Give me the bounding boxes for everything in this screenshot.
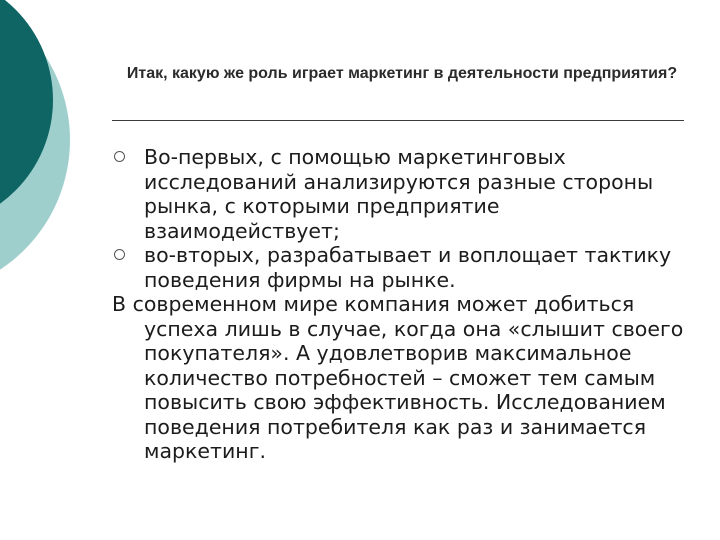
slide-title: Итак, какую же роль играет маркетинг в деятельности предприятия? (126, 65, 678, 82)
body-paragraph: В современном мире компания может добиться успеха лишь в случае, когда она «слышит своего покупателя». А удовлетворив максимальное количество потребностей – сможет тем самым повысить свою эффективность. Исследованием поведения потребителя как раз и занимается маркетинг. (112, 292, 684, 463)
slide-body (112, 145, 692, 464)
decorative-circles (0, 0, 90, 300)
title-divider (112, 120, 684, 121)
hollow-circle-bullet-icon (114, 249, 125, 260)
bullet-item-1 (112, 145, 692, 243)
bullet-item-2 (112, 243, 692, 292)
bullet-text-2: во-вторых, разрабатывает и воплощает тактику поведения фирмы на рынке. (144, 243, 672, 292)
bullet-text-1: Во-первых, с помощью маркетинговых исследований анализируются разные стороны рынка, с которыми предприятие взаимодействует; (144, 145, 654, 243)
hollow-circle-bullet-icon (114, 151, 125, 162)
